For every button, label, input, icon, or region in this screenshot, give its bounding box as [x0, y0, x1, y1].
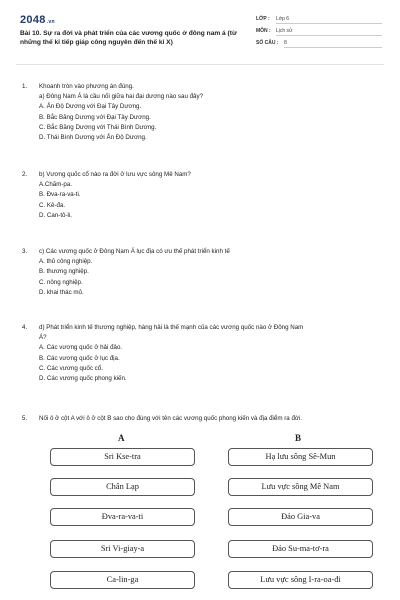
- question-number: 5.: [22, 415, 28, 422]
- option-b[interactable]: B. thương nghiệp.: [39, 268, 89, 276]
- option-d[interactable]: D. Thái Bình Dương với Ấn Độ Dương.: [39, 134, 147, 142]
- match-b-1[interactable]: Hạ lưu sông Sê-Mun: [228, 448, 373, 466]
- mon-label: MÔN :: [256, 28, 271, 34]
- logo-domain: .vn: [46, 19, 55, 25]
- socau-label: SỐ CÂU :: [256, 40, 279, 46]
- match-b-5[interactable]: Lưu vực sông I-ra-oa-đi: [228, 571, 373, 589]
- match-a-2[interactable]: Chân Lạp: [50, 478, 195, 496]
- worksheet-header: [20, 14, 382, 54]
- question-1: [22, 82, 382, 143]
- option-d[interactable]: D. khai thác mỏ.: [39, 288, 84, 296]
- question-4: [22, 323, 382, 384]
- question-stem: Khoanh tròn vào phương án đúng.: [39, 83, 134, 90]
- option-d[interactable]: D. Can-tô-li.: [39, 211, 73, 219]
- match-a-4[interactable]: Sri Vi-giay-a: [50, 540, 195, 558]
- option-b[interactable]: B. Các vương quốc ở lục địa.: [39, 354, 120, 362]
- option-a[interactable]: A. Ấn Độ Dương với Đại Tây Dương.: [39, 103, 142, 111]
- column-b-header: B: [295, 433, 302, 443]
- option-c[interactable]: C. Bắc Băng Dương với Thái Bình Dương.: [39, 123, 157, 131]
- match-b-2[interactable]: Lưu vực sông Mê Nam: [228, 478, 373, 496]
- question-number: 2.: [22, 171, 28, 178]
- match-a-3[interactable]: Đva-ra-va-ti: [50, 508, 195, 526]
- question-number: 3.: [22, 248, 28, 255]
- site-logo[interactable]: [20, 14, 55, 26]
- meta-row-lop: [256, 14, 382, 26]
- lop-value: Lớp 6: [276, 16, 382, 24]
- option-a[interactable]: A.Chăm-pa.: [39, 181, 73, 189]
- question-2: [22, 170, 382, 221]
- question-5: [22, 414, 382, 424]
- meta-block: [256, 14, 382, 50]
- socau-value: 8: [284, 40, 382, 48]
- question-number: 1.: [22, 83, 28, 90]
- lesson-title: Bài 10. Sự ra đời và phát triển của các vương quốc ở đông nam á (từ những thế kỉ tiếp giáp công nguyên đến thế kỉ X): [20, 30, 237, 46]
- option-c[interactable]: C. Các vương quốc cổ.: [39, 364, 103, 372]
- mon-value: Lịch sử: [276, 28, 382, 36]
- option-b[interactable]: B. Đva-ra-va-ti.: [39, 191, 81, 199]
- meta-row-socau: [256, 38, 382, 50]
- header-divider: [16, 64, 384, 65]
- match-b-4[interactable]: Đảo Su-ma-tơ-ra: [228, 540, 373, 558]
- option-b[interactable]: B. Bắc Băng Dương với Đại Tây Dương.: [39, 113, 151, 121]
- question-stem: c) Các vương quốc ở Đông Nam Á lục địa có ưu thế phát triển kinh tế: [39, 248, 230, 255]
- option-c[interactable]: C. nông nghiệp.: [39, 278, 83, 286]
- question-stem: d) Phát triển kinh tế thương nghiệp, hàng hải là thế mạnh của các vương quốc nào ở Đông Nam: [39, 324, 304, 331]
- question-stem: Á?: [39, 334, 47, 342]
- question-stem: a) Đông Nam Á là cầu nối giữa hai đại dương nào sau đây?: [39, 93, 204, 101]
- question-stem: Nối ô ở cột A với ô ở cột B sao cho đúng với tên các vương quốc phong kiến và địa điểm ra đời.: [39, 415, 303, 422]
- column-a-header: A: [118, 433, 125, 443]
- option-a[interactable]: A. Các vương quốc ở hải đảo.: [39, 344, 123, 352]
- lop-label: LỚP :: [256, 16, 270, 22]
- option-a[interactable]: A. thủ công nghiệp.: [39, 258, 93, 266]
- match-a-1[interactable]: Sri Kse-tra: [50, 448, 195, 466]
- option-c[interactable]: C. Kê-đa.: [39, 201, 66, 209]
- question-3: [22, 247, 382, 298]
- match-b-3[interactable]: Đảo Gia-va: [228, 508, 373, 526]
- logo-text: 2048: [20, 14, 46, 26]
- meta-row-mon: [256, 26, 382, 38]
- match-a-5[interactable]: Ca-lin-ga: [50, 571, 195, 589]
- question-number: 4.: [22, 324, 28, 331]
- option-d[interactable]: D. Các vương quốc phong kiến.: [39, 375, 127, 383]
- question-stem: b) Vương quốc cổ nào ra đời ở lưu vực sông Mê Nam?: [39, 171, 191, 178]
